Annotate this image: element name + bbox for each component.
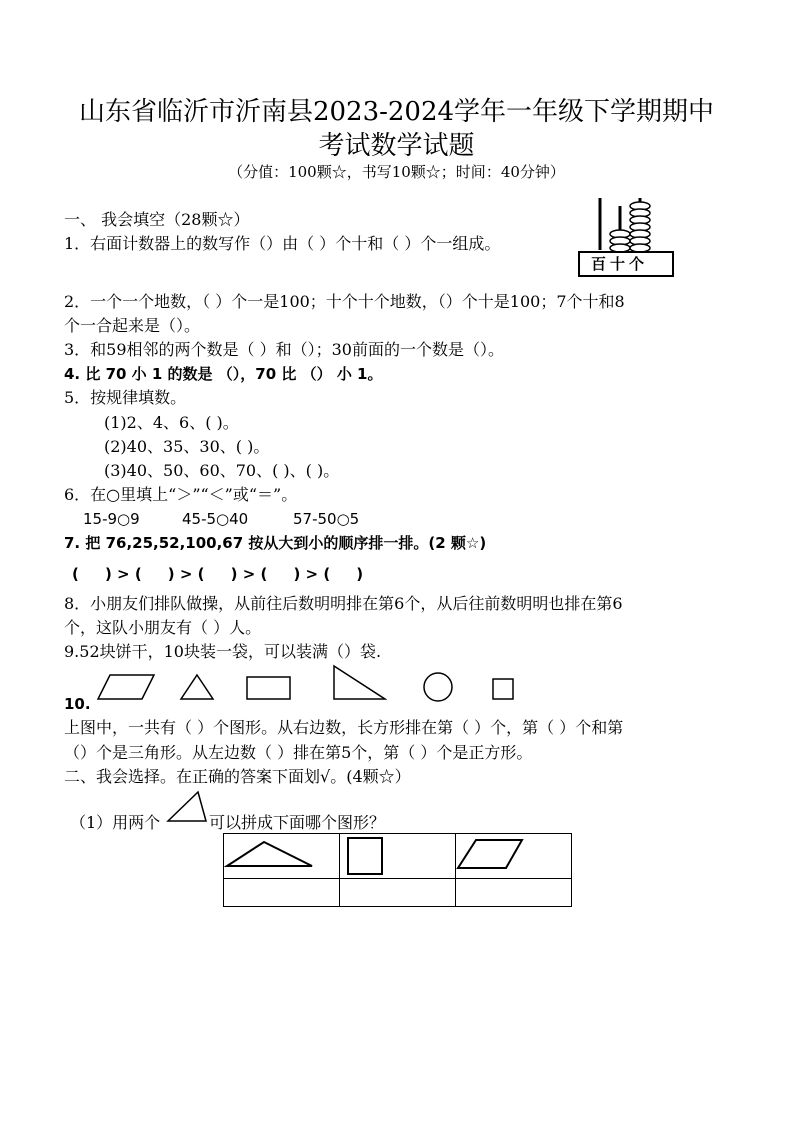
question-5-part2: (2)40、35、30、( )。 xyxy=(104,437,270,456)
question-6-item3: 57-50○5 xyxy=(293,510,360,528)
question-6-item2: 45-5○40 xyxy=(182,510,249,528)
question-6: 6．在○里填上“＞”“＜”或“＝”。 xyxy=(64,485,298,504)
shape-right-triangle xyxy=(331,664,387,702)
answer-cell-3[interactable] xyxy=(456,879,572,907)
option-triangle-cell xyxy=(224,834,340,879)
question-7-blanks: ( ) > ( ) > ( ) > ( ) > ( ) xyxy=(72,565,364,583)
question-2-line2: 个一合起来是（）。 xyxy=(64,316,201,335)
question-3: 3．和59相邻的两个数是（ ）和（）；30前面的一个数是（）。 xyxy=(64,340,504,359)
abacus-label: 百十个 xyxy=(591,255,649,273)
document-subtitle: （分值：100颗☆，书写10颗☆；时间：40分钟） xyxy=(228,163,565,181)
question-10-line1: 上图中，一共有（ ）个图形。从右边数，长方形排在第（ ）个，第（ ）个和第 xyxy=(64,718,624,737)
small-triangle-icon xyxy=(166,790,208,824)
question-2-line1: 2．一个一个地数，（ ）个一是100；十个十个地数，（）个十是100；7个十和8 xyxy=(64,292,625,311)
question-10-number: 10. xyxy=(64,695,91,713)
question-1: 1．右面计数器上的数写作（）由（ ）个十和（ ）个一组成。 xyxy=(64,234,501,253)
option-square xyxy=(340,834,455,878)
question-8-line2: 个，这队小朋友有（ ）人。 xyxy=(64,618,262,637)
answer-options-table xyxy=(223,833,572,907)
question-7: 7. 把 76,25,52,100,67 按从大到小的顺序排一排。(2 颗☆) xyxy=(64,534,487,552)
shape-square xyxy=(491,677,515,701)
answer-cell-1[interactable] xyxy=(224,879,340,907)
question-9: 9.52块饼干，10块装一袋，可以装满（）袋. xyxy=(64,642,382,661)
document-title-line1: 山东省临沂市沂南县2023-2024学年一年级下学期期中 xyxy=(78,97,715,127)
shape-triangle xyxy=(179,673,215,701)
section2-heading: 二、我会选择。在正确的答案下面划√。(4颗☆） xyxy=(64,767,411,786)
document-title-line2: 考试数学试题 xyxy=(318,131,475,161)
shape-rectangle xyxy=(246,675,292,701)
section2-question-1-suffix: 可以拼成下面哪个图形？ xyxy=(209,813,386,832)
question-5-part1: (1)2、4、6、( )。 xyxy=(104,413,239,432)
question-6-item1: 15-9○9 xyxy=(83,510,140,528)
section2-question-1-prefix: （1）用两个 xyxy=(70,813,161,832)
section1-heading: 一、 我会填空（28颗☆） xyxy=(64,210,250,229)
option-wide-triangle xyxy=(224,834,339,878)
question-5: 5．按规律填数。 xyxy=(64,388,187,407)
question-10-line2: （）个是三角形。从左边数（ ）排在第5个，第（ ）个是正方形。 xyxy=(64,743,533,762)
shape-parallelogram xyxy=(96,673,156,701)
question-8-line1: 8．小朋友们排队做操，从前往后数明明排在第6个，从后往前数明明也排在第6 xyxy=(64,594,623,613)
shape-circle xyxy=(422,671,454,703)
answer-cell-2[interactable] xyxy=(340,879,456,907)
option-square-cell xyxy=(340,834,456,879)
option-parallelogram-cell xyxy=(456,834,572,879)
question-5-part3: (3)40、50、60、70、( )、( )。 xyxy=(104,461,340,480)
question-4: 4. 比 70 小 1 的数是 （），70 比 （） 小 1。 xyxy=(64,365,383,383)
option-parallelogram xyxy=(456,834,571,878)
